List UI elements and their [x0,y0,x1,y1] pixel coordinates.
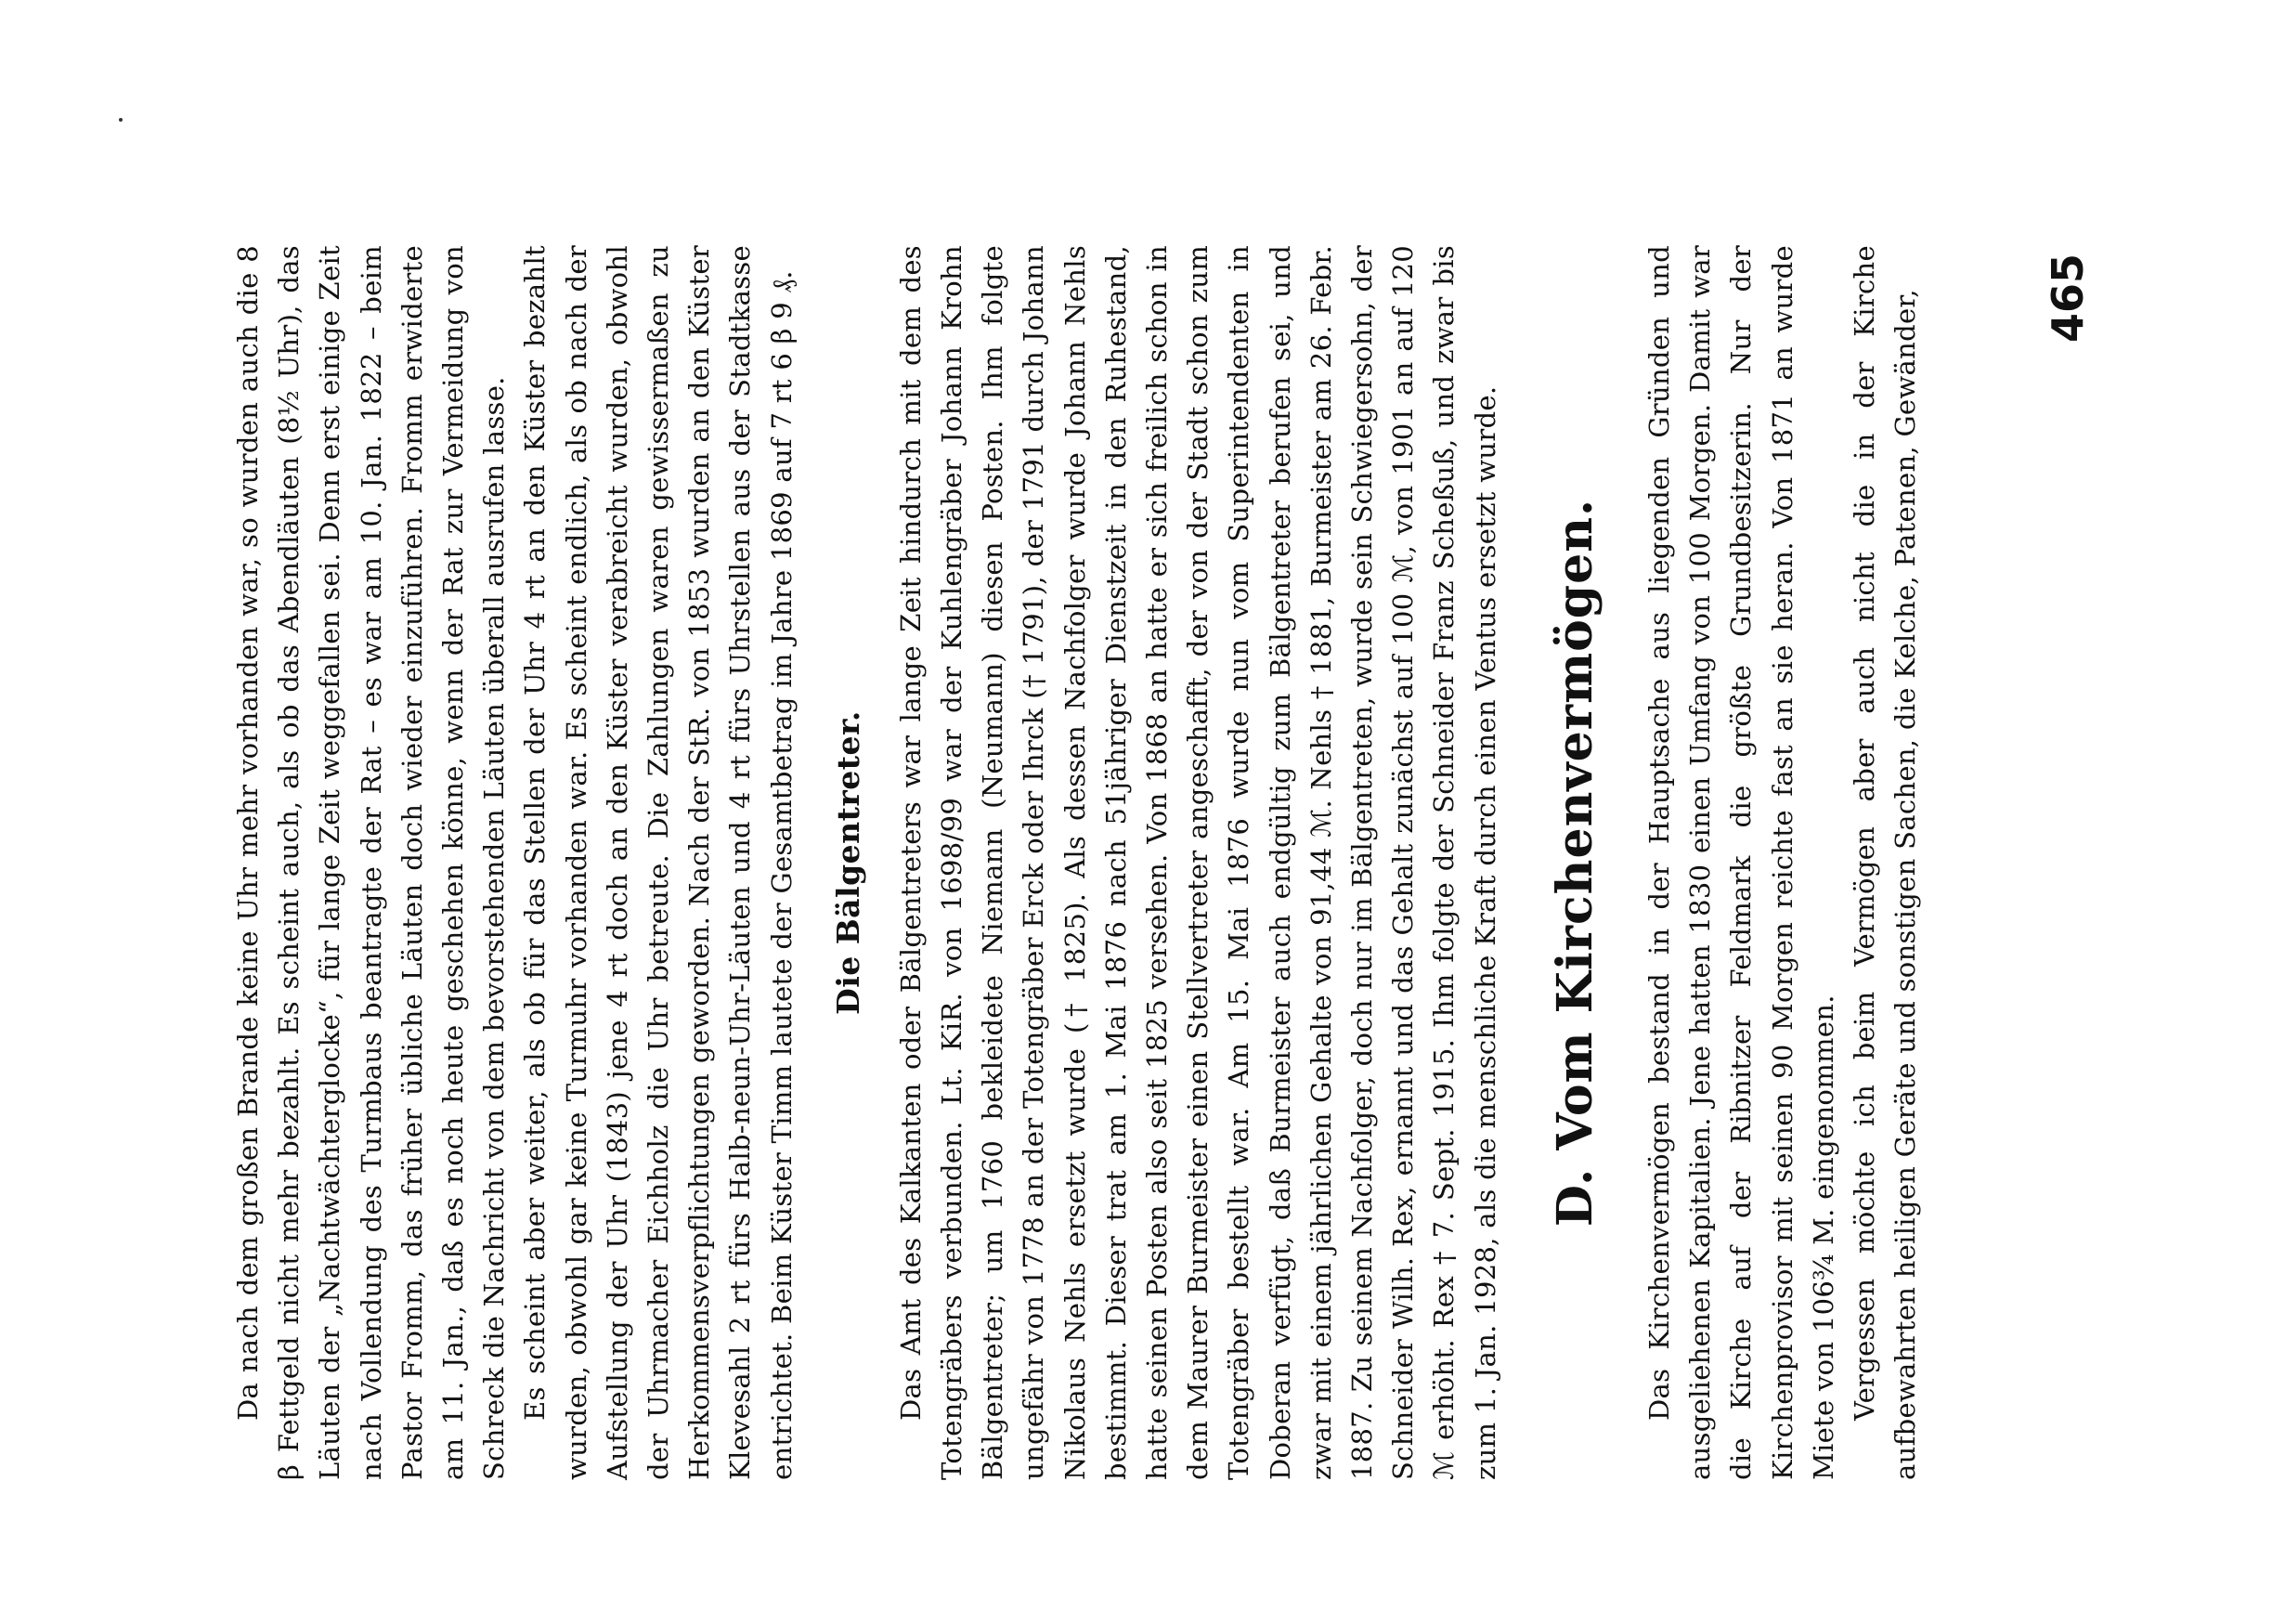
paragraph-baelgentreter: Das Amt des Kalkanten oder Bälgentreters war lange Zeit hindurch mit dem des Totengräbers verbunden. Lt. KiR. von 1698/99 war der Kuhlengräber Johann Krohn Bälgentreter; um 1760 bekleidete Niemann (Neumann) diesen Posten. Ihm folgte ungefähr von 1778 an der Totengräber Erck oder Ihrck († 1791), der 1791 durch Johann Nikolaus Nehls ersetzt wurde († 1825). Als dessen Nachfolger wurde Johann Nehls bestimmt. Dieser trat am 1. Mai 1876 nach 51jähriger Dienstzeit in den Ruhestand, hatte seinen Posten also seit 1825 versehen. Von 1868 an hatte er sich freilich schon in dem Maurer Burmeister einen Stellvertreter angeschafft, der von der Stadt schon zum Totengräber bestellt war. Am 15. Mai 1876 wurde nun vom Superintendenten in Doberan verfügt, daß Burmeister auch endgültig zum Bälgentreter berufen sei, und zwar mit einem jährlichen Gehalte von 91,44 ℳ. Nehls † 1881, Burmeister am 26. Febr. 1887. Zu seinem Nachfolger, doch nur im Bälgentreten, wurde sein Schwiegersohn, der Schneider Wilh. Rex, ernannt und das Gehalt zunächst auf 100 ℳ, von 1901 an auf 120 ℳ erhöht. Rex † 7. Sept. 1915. Ihm folgte der Schneider Franz Scheßuß, und zwar bis zum 1. Jan. 1928, als die menschliche Kraft durch einen Ventus ersetzt wurde. [894,245,1501,1480]
paragraph-kirchenvermoegen: Das Kirchenvermögen bestand in der Hauptsache aus liegenden Gründen und ausgeliehenen Kapitalien. Jene hatten 1830 einen Umfang von 100 Morgen. Damit war die Kirche auf der Ribnitzer Feldmark die größte Grundbesitzerin. Nur der Kirchenprovisor mit seinen 90 Morgen reichte fast an sie heran. Von 1871 an wurde Miete von 106¾ M. eingenommen. [1642,245,1839,1480]
paragraph-uhrstellen: Es scheint aber weiter, als ob für das Stellen der Uhr 4 rt an den Küster bezahlt wurden, obwohl gar keine Turmuhr vorhanden war. Es scheint endlich, als ob nach der Aufstellung der Uhr (1843) jene 4 rt doch an den Küster verabreicht wurden, obwohl der Uhrmacher Eichholz die Uhr betreute. Die Zahlungen waren gewissermaßen zu Herkommensverpflichtungen geworden. Nach der StR. von 1853 wurden an den Küster Klevesahl 2 rt fürs Halb-neun-Uhr-Läuten und 4 rt fürs Uhrstellen aus der Stadtkasse entrichtet. Beim Küster Timm lautete der Gesamtbetrag im Jahre 1869 auf 7 rt 6 β 9 ₰. [519,245,798,1480]
page-number: 465 [2043,253,2093,343]
chapter-heading-kirchenvermoegen: D. Vom Kirchenvermögen. [1546,498,1603,1228]
section-heading-baelgentreter: Die Bälgentreter. [829,710,866,1015]
paragraph-geraete: Vergessen möchte ich beim Vermögen aber auch nicht die in der Kirche aufbewahrten heiligen Geräte und sonstigen Sachen, die Kelche, Patenen, Gewänder, [1848,245,1922,1480]
paragraph-fettgeld: Da nach dem großen Brande keine Uhr mehr vorhanden war, so wurden auch die 8 β Fettgeld nicht mehr bezahlt. Es scheint auch, als ob das Abendläuten (8½ Uhr), das Läuten der „Nachtwächterglocke“, für lange Zeit weggefallen sei. Denn erst einige Zeit nach Vollendung des Turmbaus beantragte der Rat – es war am 10. Jan. 1822 – beim Pastor Fromm, das früher übliche Läuten doch wieder einzuführen. Fromm erwiderte am 11. Jan., daß es noch heute geschehen könne, wenn der Rat zur Vermeidung von Schreck die Nachricht von dem bevorstehenden Läuten überall ausrufen lasse. [232,245,511,1480]
page-body [227,245,1926,1480]
scan-speck [119,118,123,122]
